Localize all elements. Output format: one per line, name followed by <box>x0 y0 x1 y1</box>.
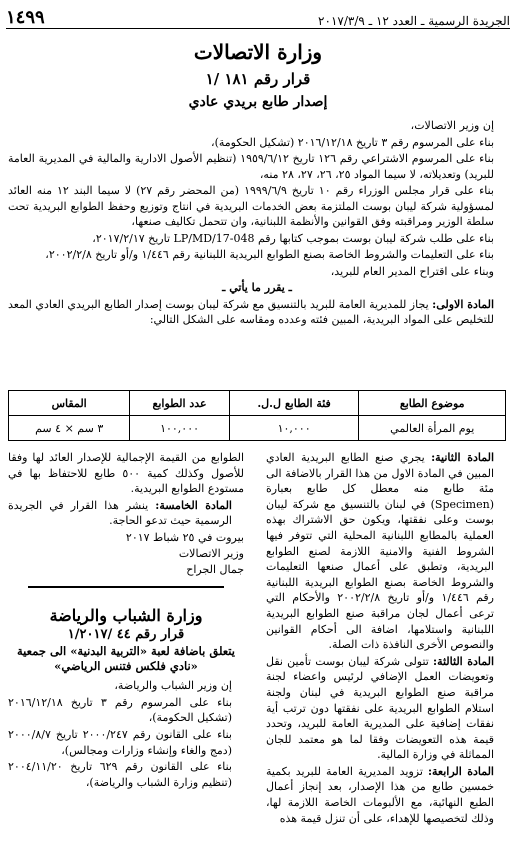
right-column <box>266 450 506 827</box>
col-header-denomination: فئة الطابع ل.ل. <box>229 391 359 416</box>
left-column <box>8 450 244 791</box>
decision2-subject: يتعلق باضافة لعبة «التربية البدنية» الى جمعية «نادي فلكس فتنس الرياضي» <box>17 644 235 674</box>
preamble <box>8 118 506 329</box>
preamble-line: إن وزير الاتصالات، <box>410 119 494 132</box>
page-number: ١٤٩٩ <box>6 7 45 28</box>
signature-block <box>8 530 244 578</box>
col-header-size: المقاس <box>9 391 130 416</box>
signature-title: وزير الاتصالات <box>178 546 244 560</box>
table-header-row <box>9 391 506 416</box>
ministry-title: وزارة الاتصالات <box>193 40 323 64</box>
article-1-label: المادة الاولى: <box>432 297 494 311</box>
article-3 <box>266 654 506 763</box>
article-2-label: المادة الثانية: <box>431 451 494 464</box>
preamble-line: بناء على المرسوم رقم ٣ تاريخ ٢٠١٦/١٢/١٨ (تشكيل الحكومة)، <box>211 135 494 149</box>
table-row <box>9 416 506 441</box>
page-header <box>6 4 510 29</box>
preamble-line: بناء على طلب شركة ليبان بوست بموجب كتابها رقم LP/MD/17-048 تاريخ ٢٠١٧/٢/١٧، <box>92 231 494 245</box>
journal-issue-line: الجريدة الرسمية ـ العدد ١٢ ـ ٢٠١٧/٣/٩ <box>318 14 510 28</box>
signature-name: جمال الجراح <box>186 562 244 576</box>
signature-place-date: بيروت في ٢٥ شباط ٢٠١٧ <box>125 530 244 544</box>
cell-denomination: ١٠,٠٠٠ <box>229 416 359 441</box>
article-4-continuation: الطوابع من القيمة الإجمالية للإصدار العائد لها وفقا للأصول وكذلك كمية ٥٠٠ طابع للاحتفاظ بها في مستودع الطوابع البريدية. <box>8 451 244 496</box>
preamble2-line: إن وزير الشباب والرياضة، <box>114 679 232 693</box>
col-header-subject: موضوع الطابع <box>359 391 506 416</box>
decision-subject: إصدار طابع بريدي عادي <box>188 94 328 110</box>
divider <box>28 586 224 588</box>
article-4-label: المادة الرابعة: <box>427 764 494 778</box>
decision-number: قرار رقم ١٨١ /١ <box>205 70 311 88</box>
article-2-text: يجري صنع الطابع البريدية العادي المبين في المادة الاول من هذا القرار بالاضافة الى مئة طابع منه معطل كل طابع بعبارة (Specimen) في لبنان بالتنسيق مع شركة ليبان بوست وعلى نفقتها، ويكون حق الاشتراك بهذه العملية بالمطابع اللبنانية المحلية التي تتوفر فيها الشروط الفنية والامنية اللازمة لصنع الطوابع البريدية، وتطبق على أعمال صنعها التعليمات والشروط الخاصة بصنع الطوابع البريدية اللبنانية رقم ١/٤٤٦ و/أو تاريخ ٢٠٠٢/٢/٨ والأحكام التي ترعى أعمال لجان مراقبة صنع الطوابع البريدية اللبنانية واستلامها، اضافة الى أحكام القوانين والنصوص الأخرى النافذة ذات الصلة. <box>266 451 494 652</box>
article-1-text: يجاز للمديرية العامة للبريد بالتنسيق مع شركة ليبان بوست إصدار الطابع البريدي العادي المعد للتخليص على المواد البريدية، المبين فئته وعدده ومقاسه على الشكل التالي: <box>8 297 494 326</box>
cell-size: ٣ سم × ٤ سم <box>9 416 130 441</box>
article-2 <box>266 450 506 653</box>
preamble2-line: بناء على القانون رقم ٦٢٩ تاريخ ٢٠٠٤/١١/٢٠ (تنظيم وزارة الشباب والرياضة)، <box>8 760 232 789</box>
decision2-number: قرار رقم ٤٤ /١/٢٠١٧ <box>67 626 185 642</box>
article-5-label: المادة الخامسة: <box>155 498 232 512</box>
stamp-table <box>8 390 506 441</box>
ministry2-title: وزارة الشباب والرياضة <box>49 605 203 625</box>
preamble-line: بناء على المرسوم الاشتراعي رقم ١٢٦ تاريخ ١٩٥٩/٦/١٢ (تنظيم الأصول الادارية والمالية في المديرية العامة للبريد) وتعديلاته، لا سيما المواد ٢٥، ٢٦، ٢٧، ٢٨ منه، <box>8 152 495 181</box>
decides-heading: ـ يقرر ما يأتي ـ <box>222 281 292 294</box>
article-5-text: ينشر هذا القرار في الجريدة الرسمية حيث تدعو الحاجة. <box>8 498 232 528</box>
cell-quantity: ١٠٠,٠٠٠ <box>130 416 229 441</box>
ornament-spacer <box>8 586 244 606</box>
preamble-line: بناء على التعليمات والشروط الخاصة بصنع الطوابع البريدية اللبنانية رقم ١/٤٤٦ و/أو تاريخ ٢٠٠٢/٢/٨، <box>45 248 494 261</box>
article-1 <box>8 297 506 328</box>
cell-subject: يوم المرأة العالمي <box>359 416 506 441</box>
preamble-line: وبناء على اقتراح المدير العام للبريد، <box>330 264 494 278</box>
preamble-line: بناء على قرار مجلس الوزراء رقم ١٠ تاريخ ١٩٩٩/٦/٩ (من المحضر رقم ٢٧) لا سيما البند ١٢ منه العائد لمسؤولية شركة ليبان بوست الملتزمة بعض الخدمات البريدية في انتاج وتوزيع وحفظ الطوابع البريدية تحت سلطة الوزير ومراقبته وفق القوانين والأنظمة اللبنانية، وان تتحمل تكاليف صنعها، <box>8 184 494 228</box>
col-header-quantity: عدد الطوابع <box>130 391 229 416</box>
article-5 <box>8 498 244 529</box>
preamble2-line: بناء على المرسوم رقم ٣ تاريخ ٢٠١٦/١٢/١٨ (تشكيل الحكومة)، <box>8 695 232 725</box>
preamble2-line: بناء على القانون رقم ٢٠٠٠/٢٤٧ تاريخ ٢٠٠٠/٨/٧ (دمج والغاء وإنشاء وزارات ومجالس)، <box>8 727 232 757</box>
article-4 <box>266 764 506 826</box>
article-4-text: تزويد المديرية العامة للبريد بكمية خمسين طابع من هذا الإصدار، بعد إنجاز أعمال الطبع النهائية، مع الألبومات الخاصة اللازمة لها، وذلك لتخصيصها للإهداء، على أن تنزل قيمة هذه <box>266 764 494 825</box>
article-3-text: تتولى شركة ليبان بوست تأمين نقل وتعويضات العمل الإضافي لرئيس واعضاء لجنة مراقبة صنع الطوابع البريدية في لبنان ولجنة استلام الطوابع البريدية على نفقتها دون ترتب أية نفقات إضافية على المديرية العامة للبريد، وتحدد قيمة هذه التعويضات وفقا لما هو معتمد للجان المماثلة في وزارة المالية. <box>266 654 494 762</box>
article-3-label: المادة الثالثة: <box>433 654 494 668</box>
